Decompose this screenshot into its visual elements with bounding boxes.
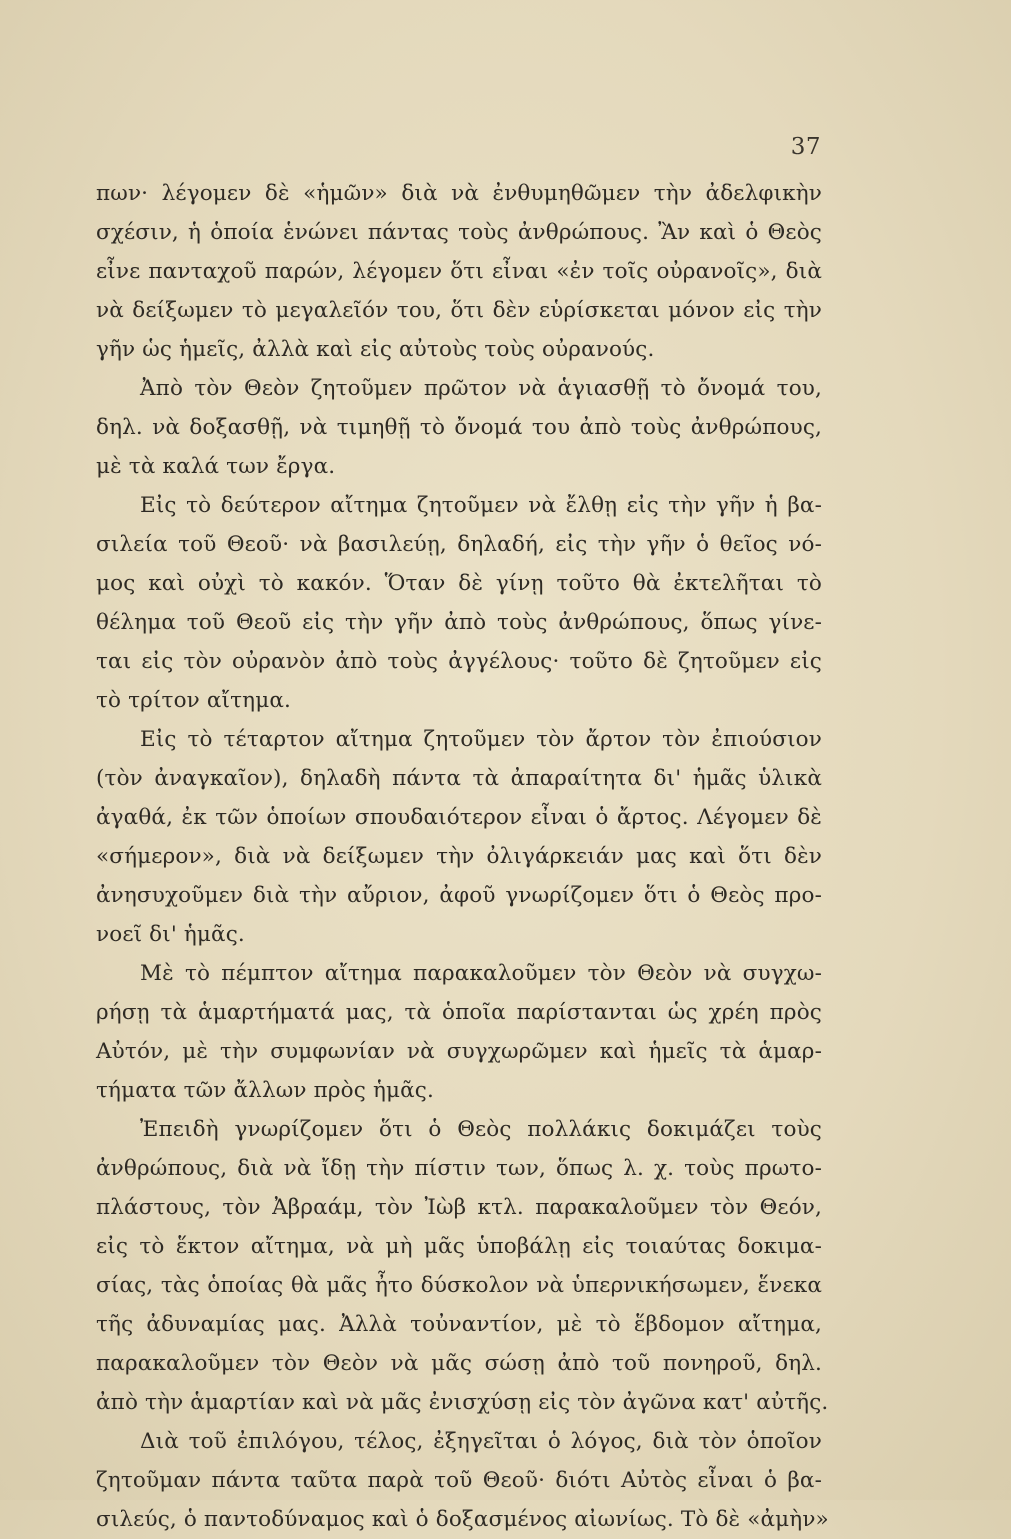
text-line: Εἰς τὸ τέταρτον αἴτημα ζητοῦμεν τὸν ἄρτον τὸν ἐπιούσιον: [140, 727, 822, 752]
text-line: γῆν ὡς ἡμεῖς, ἀλλὰ καὶ εἰς αὐτοὺς τοὺς οὐρανούς.: [96, 337, 655, 362]
text-line: ἀγαθά, ἐκ τῶν ὁποίων σπουδαιότερον εἶναι ὁ ἄρτος. Λέγομεν δὲ: [96, 805, 822, 830]
text-line: δηλ. νὰ δοξασθῇ, νὰ τιμηθῇ τὸ ὄνομά του ἀπὸ τοὺς ἀνθρώπους,: [96, 415, 822, 440]
text-line: Αὐτόν, μὲ τὴν συμφωνίαν νὰ συγχωρῶμεν καὶ ἡμεῖς τὰ ἁμαρ-: [96, 1039, 822, 1064]
text-line: σίας, τὰς ὁποίας θὰ μᾶς ἦτο δύσκολον νὰ ὑπερνικήσωμεν, ἕνεκα: [96, 1273, 822, 1298]
text-line: ἀνησυχοῦμεν διὰ τὴν αὔριον, ἀφοῦ γνωρίζομεν ὅτι ὁ Θεὸς προ-: [96, 883, 822, 908]
text-line: «σήμερον», διὰ νὰ δείξωμεν τὴν ὀλιγάρκειάν μας καὶ ὅτι δὲν: [96, 844, 822, 869]
text-line: εἶνε πανταχοῦ παρών, λέγομεν ὅτι εἶναι «ἐν τοῖς οὐρανοῖς», διὰ: [96, 259, 822, 284]
body-text: [96, 174, 829, 1539]
text-line: μος καὶ οὐχὶ τὸ κακόν. Ὅταν δὲ γίνῃ τοῦτο θὰ ἐκτελῆται τὸ: [96, 571, 822, 596]
text-line: ἀνθρώπους, διὰ νὰ ἴδῃ τὴν πίστιν των, ὅπως λ. χ. τοὺς πρωτο-: [96, 1156, 822, 1181]
text-line: θέλημα τοῦ Θεοῦ εἰς τὴν γῆν ἀπὸ τοὺς ἀνθρώπους, ὅπως γίνε-: [96, 610, 822, 635]
text-line: Διὰ τοῦ ἐπιλόγου, τέλος, ἐξηγεῖται ὁ λόγος, διὰ τὸν ὁποῖον: [140, 1429, 822, 1454]
text-line: μὲ τὰ καλά των ἔργα.: [96, 454, 336, 479]
text-line: νοεῖ δι' ἡμᾶς.: [96, 922, 245, 947]
text-line: σιλεύς, ὁ παντοδύναμος καὶ ὁ δοξασμένος αἰωνίως. Τὸ δὲ «ἀμὴν»: [96, 1507, 829, 1532]
text-line: σιλεία τοῦ Θεοῦ· νὰ βασιλεύῃ, δηλαδή, εἰς τὴν γῆν ὁ θεῖος νό-: [96, 532, 822, 557]
text-line: ζητοῦμαν πάντα ταῦτα παρὰ τοῦ Θεοῦ· διότι Αὐτὸς εἶναι ὁ βα-: [96, 1468, 822, 1493]
text-line: ται εἰς τὸν οὐρανὸν ἀπὸ τοὺς ἀγγέλους· τοῦτο δὲ ζητοῦμεν εἰς: [96, 649, 822, 674]
text-line: (τὸν ἀναγκαῖον), δηλαδὴ πάντα τὰ ἀπαραίτητα δι' ἡμᾶς ὑλικὰ: [96, 766, 822, 791]
text-line: Εἰς τὸ δεύτερον αἴτημα ζητοῦμεν νὰ ἔλθῃ εἰς τὴν γῆν ἡ βα-: [140, 493, 822, 518]
text-line: νὰ δείξωμεν τὸ μεγαλεῖόν του, ὅτι δὲν εὑρίσκεται μόνον εἰς τὴν: [96, 298, 822, 323]
text-line: τῆς ἀδυναμίας μας. Ἀλλὰ τοὐναντίον, μὲ τὸ ἕβδομον αἴτημα,: [96, 1312, 822, 1337]
text-line: ἀπὸ τὴν ἁμαρτίαν καὶ νὰ μᾶς ἐνισχύσῃ εἰς τὸν ἀγῶνα κατ' αὐτῆς.: [96, 1390, 829, 1415]
page-number: 37: [790, 134, 821, 160]
text-line: Ἐπειδὴ γνωρίζομεν ὅτι ὁ Θεὸς πολλάκις δοκιμάζει τοὺς: [140, 1117, 822, 1142]
text-line: πλάστους, τὸν Ἀβραάμ, τὸν Ἰὼβ κτλ. παρακαλοῦμεν τὸν Θεόν,: [96, 1195, 822, 1220]
text-line: Μὲ τὸ πέμπτον αἴτημα παρακαλοῦμεν τὸν Θεὸν νὰ συγχω-: [140, 961, 822, 986]
text-line: πων· λέγομεν δὲ «ἡμῶν» διὰ νὰ ἐνθυμηθῶμεν τὴν ἀδελφικὴν: [96, 181, 822, 206]
text-line: ρήσῃ τὰ ἁμαρτήματά μας, τὰ ὁποῖα παρίστανται ὡς χρέη πρὸς: [96, 1000, 822, 1025]
text-line: παρακαλοῦμεν τὸν Θεὸν νὰ μᾶς σώσῃ ἀπὸ τοῦ πονηροῦ, δηλ.: [96, 1351, 822, 1376]
text-line: τήματα τῶν ἄλλων πρὸς ἡμᾶς.: [96, 1078, 434, 1103]
text-line: τὸ τρίτον αἴτημα.: [96, 688, 291, 713]
text-line: Ἀπὸ τὸν Θεὸν ζητοῦμεν πρῶτον νὰ ἁγιασθῇ τὸ ὄνομά του,: [140, 376, 822, 401]
text-line: σχέσιν, ἡ ὁποία ἑνώνει πάντας τοὺς ἀνθρώπους. Ἂν καὶ ὁ Θεὸς: [96, 220, 822, 245]
text-line: εἰς τὸ ἕκτον αἴτημα, νὰ μὴ μᾶς ὑποβάλῃ εἰς τοιαύτας δοκιμα-: [96, 1234, 822, 1259]
